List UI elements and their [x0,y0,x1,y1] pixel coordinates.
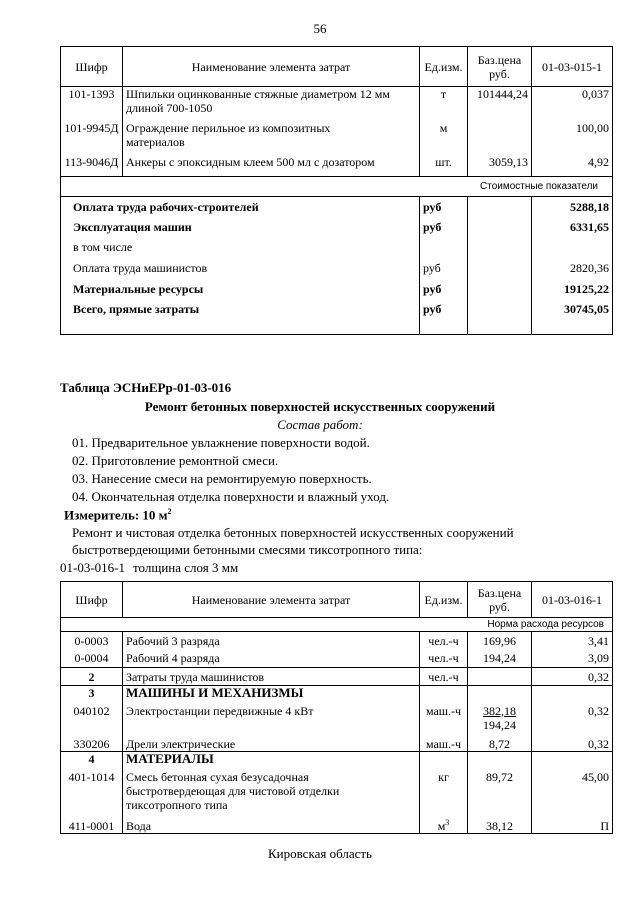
item-name: толщина слоя 3 мм [133,560,239,575]
header-price: Баз.цена руб. [468,47,532,87]
resource-table-015 [60,46,613,335]
works-caption: Состав работ: [277,417,363,432]
section-row-machines: 3 МАШИНЫ И МЕХАНИЗМЫ [61,686,613,702]
header-code: Шифр [61,582,123,618]
table-title: Таблица ЭСНиЕРр-01-03-016 [60,380,232,395]
header-name: Наименование элемента затрат [123,582,420,618]
table-row: 330206 Дрели электрические маш.-ч 8,72 0,32 [61,734,613,752]
page-number: 56 [313,21,327,36]
work-item: 02. Приготовление ремонтной смеси. [72,453,279,468]
header-norm-code: 01-03-015-1 [532,47,613,87]
item-code: 01-03-016-1 [60,560,125,575]
header-name: Наименование элемента затрат [123,47,420,87]
cost-row: Материальные ресурсы руб 19125,22 [61,279,613,299]
cost-row: Оплата труда машинистов руб 2820,36 [61,257,613,279]
table-row: 040102 Электростанции передвижные 4 кВт маш.-ч 382,18 194,24 0,32 [61,702,613,734]
table-row: 2 Затраты труда машинистов чел.-ч 0,32 [61,668,613,686]
work-item: 04. Окончательная отделка поверхности и влажный уход. [72,489,390,504]
cost-caption: Стоимостные показатели [61,177,613,197]
table-row: 411-0001 Вода $м^3$ 38,12 П [61,816,613,834]
footer-region: Кировская область [267,846,372,861]
cost-row: в том числе [61,237,613,257]
section-heading: Ремонт бетонных поверхностей искусственных сооружений [144,399,496,414]
cost-row: Всего, прямые затраты руб 30745,05 [61,299,613,335]
section-row-materials: 4 МАТЕРИАЛЫ [61,752,613,768]
table-row: 0-0003 Рабочий 3 разряда чел.-ч 169,96 3,41 [61,632,613,650]
table-row: 0-0004 Рабочий 4 разряда чел.-ч 194,24 3,09 [61,650,613,668]
header-norm-code: 01-03-016-1 [532,582,613,618]
table-row: 113-9046Д Анкеры с эпоксидным клеем 500 мл с дозатором шт. 3059,13 4,92 [61,155,613,177]
cost-row: Эксплуатация машин руб 6331,65 [61,217,613,237]
work-item: 01. Предварительное увлажнение поверхности водой. [72,435,370,450]
table-row: 401-1014 Смесь бетонная сухая безусадочная быстротвердеющая для чистовой отделки тиксотропного типа кг 89,72 45,00 [61,768,613,816]
header-unit: Ед.изм. [420,582,468,618]
description-line: Ремонт и чистовая отделка бетонных поверхностей искусственных сооружений [72,525,514,540]
table-row: 101-9945Д Ограждение перильное из композитных материалов м 100,00 [61,121,613,155]
header-unit: Ед.изм. [420,47,468,87]
cost-row: Оплата труда рабочих-строителей руб 5288,18 [61,197,613,217]
table-row: 101-1393 Шпильки оцинкованные стяжные диаметром 12 мм длиной 700-1050 т 101444,24 0,037 [61,87,613,121]
resource-table-016 [60,581,613,834]
work-item: 03. Нанесение смеси на ремонтируемую поверхность. [72,471,372,486]
header-price: Баз.цена руб. [468,582,532,618]
norm-caption: Норма расхода ресурсов [61,618,613,632]
header-code: Шифр [61,47,123,87]
meter-label: Измеритель: 10 $м^2$ [64,507,172,523]
description-line: быстротвердеющими бетонными смесями тиксотропного типа: [72,542,423,557]
